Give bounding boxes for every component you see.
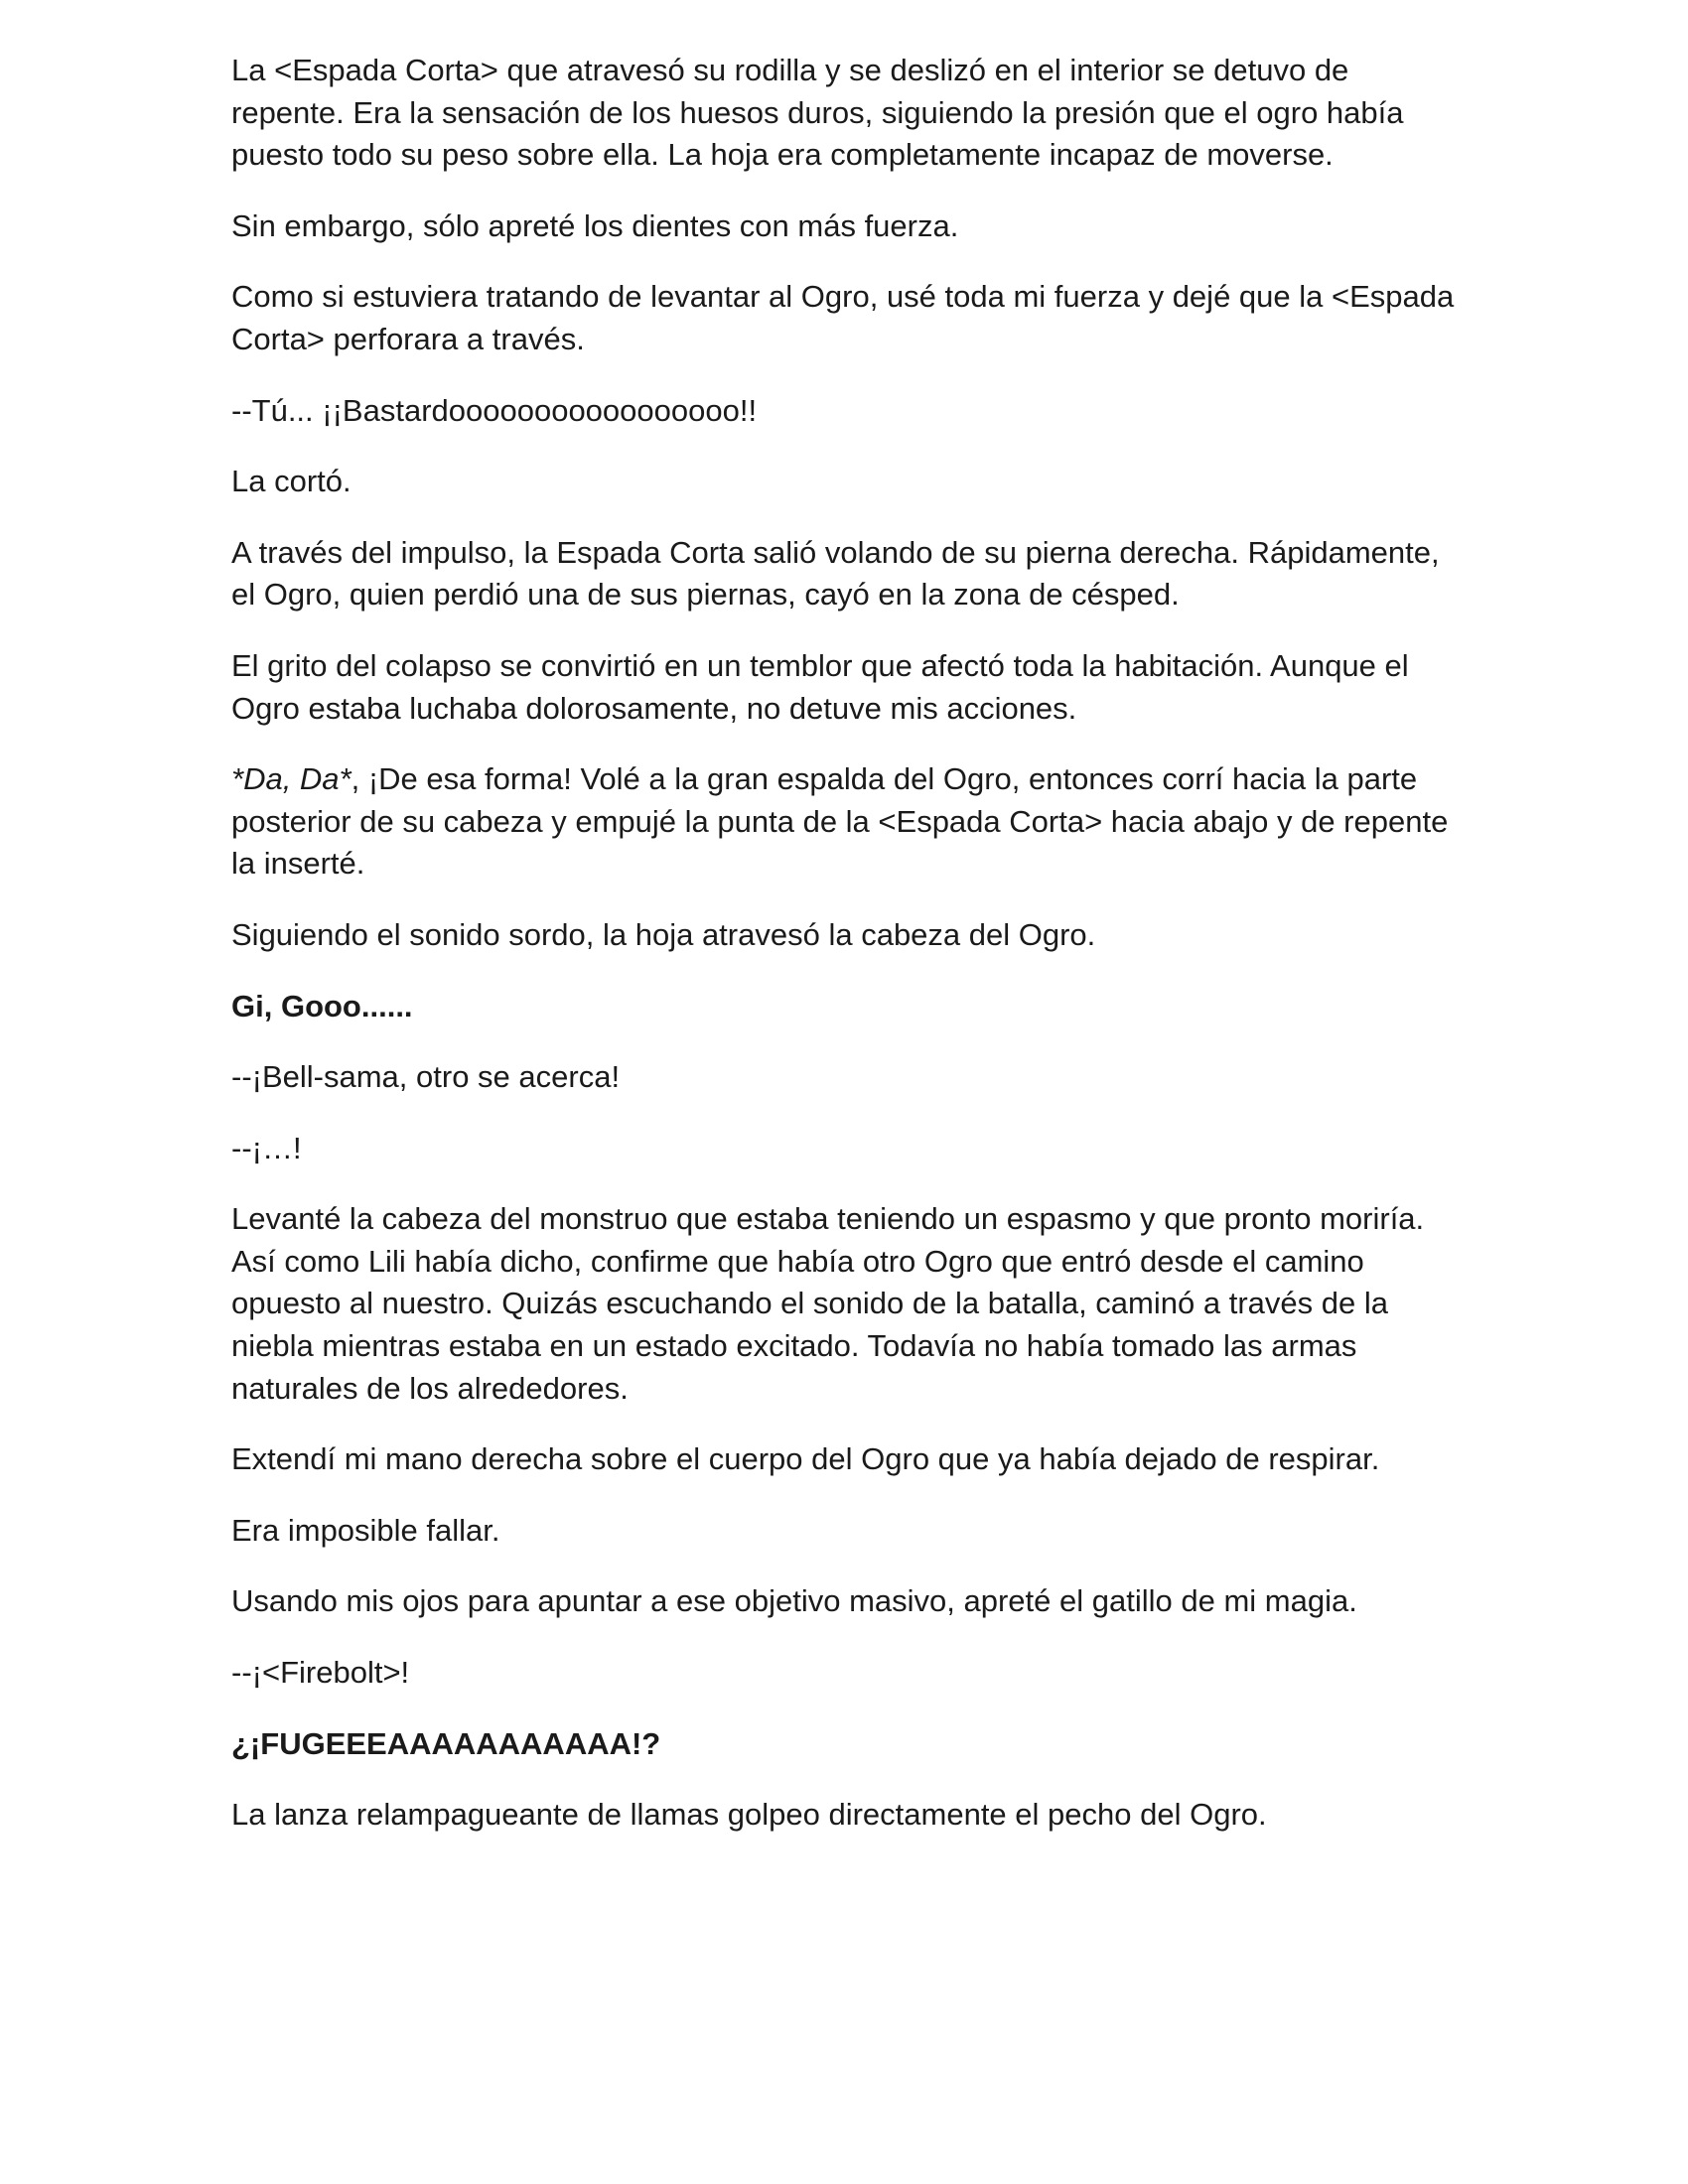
dialogue-bastardo: --Tú... ¡¡Bastardooooooooooooooooo!! — [231, 392, 758, 428]
paragraph-3: Como si estuviera tratando de levantar al Ogro, usé toda mi fuerza y dejé que la <Espada Corta> perforara a través. — [231, 279, 1455, 356]
text-column — [231, 50, 1463, 1865]
dialogue-exclaim: --¡…! — [231, 1130, 302, 1165]
paragraph-9: Siguiendo el sonido sordo, la hoja atravesó la cabeza del Ogro. — [231, 916, 1096, 952]
paragraph-2: Sin embargo, sólo apreté los dientes con más fuerza. — [231, 207, 959, 243]
paragraph-1: La <Espada Corta> que atravesó su rodilla y se deslizó en el interior se detuvo de repente. Era la sensación de los huesos duros, siguiendo la presión que el ogro había puesto todo su peso sobre ella. La hoja era completamente incapaz de moverse. — [231, 53, 1404, 173]
paragraph-8-rest: , ¡De esa forma! Volé a la gran espalda del Ogro, entonces corrí hacia la parte posterior de su cabeza y empujé la punta de la <Espada Corta> hacia abajo y de repente la inserté. — [231, 761, 1449, 882]
paragraph-13: Levanté la cabeza del monstruo que estaba teniendo un espasmo y que pronto moriría. Así como Lili había dicho, confirme que había otro Ogro que entró desde el camino opuesto al nuestro. Quizás escuchando el sonido de la batalla, caminó a través de la niebla mientras estaba en un estado excitado. Todavía no había tomado las armas naturales de los alrededores. — [231, 1201, 1425, 1406]
paragraph-15: Era imposible fallar. — [231, 1512, 500, 1548]
dialogue-firebolt: --¡<Firebolt>! — [231, 1655, 410, 1691]
paragraph-7: El grito del colapso se convirtió en un temblor que afectó toda la habitación. Aunque el Ogro estaba luchaba dolorosamente, no detuve mis acciones. — [231, 647, 1409, 726]
paragraph-6: A través del impulso, la Espada Corta salió volando de su pierna derecha. Rápidamente, el Ogro, quien perdió una de sus piernas, cayó en la zona de césped. — [231, 534, 1440, 613]
paragraph-8 — [231, 758, 1463, 886]
paragraph-16: Usando mis ojos para apuntar a ese objetivo masivo, apreté el gatillo de mi magia. — [231, 1583, 1357, 1619]
sound-effect-da-da: *Da, Da* — [231, 761, 352, 797]
paragraph-19: La lanza relampagueante de llamas golpeo directamente el pecho del Ogro. — [231, 1797, 1267, 1833]
ogre-scream: ¿¡FUGEEEAAAAAAAAAAA!? — [231, 1725, 661, 1761]
paragraph-5: La cortó. — [231, 464, 352, 499]
ogre-groan: Gi, Gooo...... — [231, 988, 413, 1024]
paragraph-14: Extendí mi mano derecha sobre el cuerpo del Ogro que ya había dejado de respirar. — [231, 1441, 1380, 1477]
dialogue-bell-sama: --¡Bell-sama, otro se acerca! — [231, 1059, 621, 1095]
